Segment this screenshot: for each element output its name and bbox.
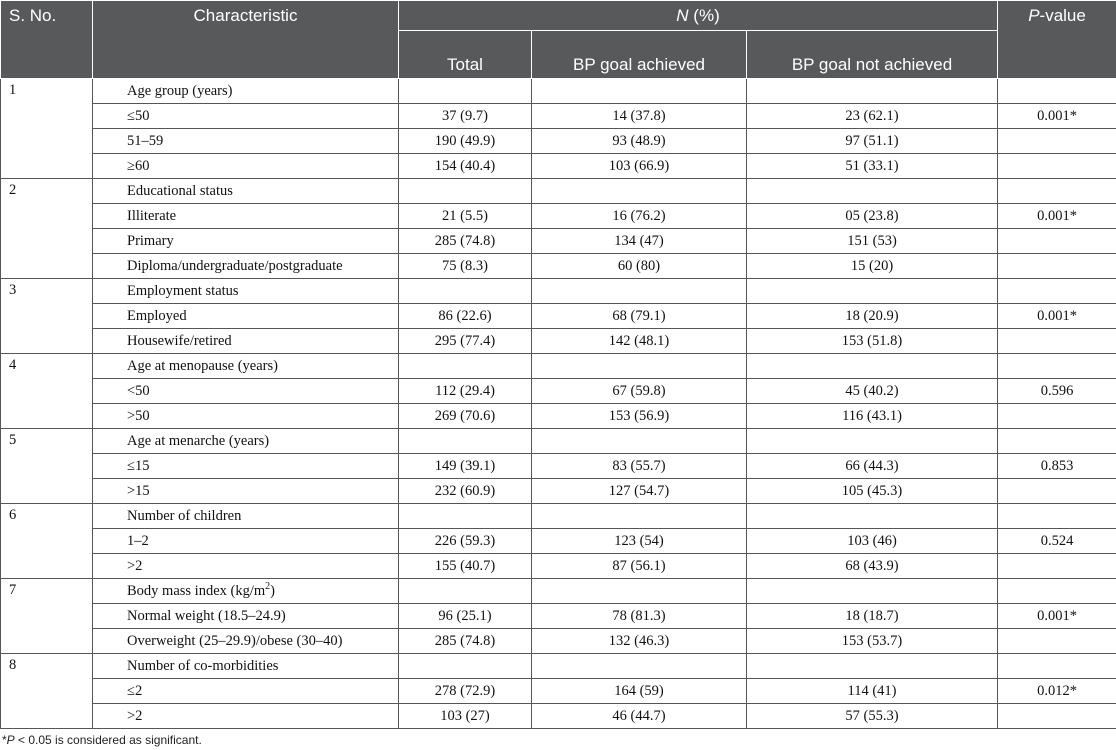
cell-achieved: 93 (48.9) — [532, 129, 747, 154]
cell-not-achieved: 114 (41) — [747, 679, 998, 704]
group-title-row — [1, 354, 1116, 379]
cell-achieved: 87 (56.1) — [532, 554, 747, 579]
cell-total: 278 (72.9) — [399, 679, 532, 704]
cell-total: 154 (40.4) — [399, 154, 532, 179]
cell-pvalue — [998, 554, 1116, 579]
empty-cell — [399, 279, 532, 304]
empty-cell — [399, 429, 532, 454]
cell-total: 75 (8.3) — [399, 254, 532, 279]
empty-cell — [399, 179, 532, 204]
cell-total: 103 (27) — [399, 704, 532, 729]
empty-cell — [532, 354, 747, 379]
cell-pvalue: 0.596 — [998, 379, 1116, 404]
cell-total: 86 (22.6) — [399, 304, 532, 329]
empty-cell — [998, 429, 1116, 454]
cell-not-achieved: 05 (23.8) — [747, 204, 998, 229]
row-label: ≤2 — [93, 679, 399, 704]
empty-cell — [532, 579, 747, 604]
table-row — [1, 679, 1116, 704]
cell-pvalue: 0.853 — [998, 454, 1116, 479]
group-title-row — [1, 579, 1116, 604]
cell-not-achieved: 57 (55.3) — [747, 704, 998, 729]
footnote — [2, 733, 202, 747]
table-row — [1, 304, 1116, 329]
cell-not-achieved: 66 (44.3) — [747, 454, 998, 479]
cell-not-achieved: 153 (53.7) — [747, 629, 998, 654]
row-label: >15 — [93, 479, 399, 504]
cell-pvalue — [998, 254, 1116, 279]
row-label: 1–2 — [93, 529, 399, 554]
empty-cell — [399, 579, 532, 604]
table-row — [1, 254, 1116, 279]
group-title-after: ) — [270, 582, 275, 599]
cell-not-achieved: 151 (53) — [747, 229, 998, 254]
group-number: 3 — [1, 279, 93, 354]
empty-cell — [532, 429, 747, 454]
group-title-row — [1, 504, 1116, 529]
group-number: 7 — [1, 579, 93, 654]
table-row — [1, 529, 1116, 554]
row-label: Primary — [93, 229, 399, 254]
cell-not-achieved: 45 (40.2) — [747, 379, 998, 404]
cell-achieved: 127 (54.7) — [532, 479, 747, 504]
table-row — [1, 229, 1116, 254]
group-title-superscript: 2 — [265, 580, 271, 592]
row-label: 51–59 — [93, 129, 399, 154]
cell-not-achieved: 15 (20) — [747, 254, 998, 279]
header-total: Total — [399, 31, 532, 79]
group-title — [93, 429, 399, 454]
cell-not-achieved: 23 (62.1) — [747, 104, 998, 129]
group-title — [93, 79, 399, 104]
empty-cell — [998, 654, 1116, 679]
cell-achieved: 78 (81.3) — [532, 604, 747, 629]
cell-pvalue: 0.001* — [998, 204, 1116, 229]
group-title-row — [1, 654, 1116, 679]
cell-achieved: 164 (59) — [532, 679, 747, 704]
empty-cell — [747, 354, 998, 379]
footnote-p: P — [6, 733, 15, 747]
cell-total: 21 (5.5) — [399, 204, 532, 229]
empty-cell — [532, 504, 747, 529]
row-label: ≤50 — [93, 104, 399, 129]
empty-cell — [399, 654, 532, 679]
cell-total: 37 (9.7) — [399, 104, 532, 129]
group-title-text: Educational status — [127, 182, 233, 199]
row-label: >50 — [93, 404, 399, 429]
cell-pvalue: 0.001* — [998, 104, 1116, 129]
table-body — [1, 79, 1116, 729]
table-row — [1, 104, 1116, 129]
row-label: Housewife/retired — [93, 329, 399, 354]
cell-total: 96 (25.1) — [399, 604, 532, 629]
cell-not-achieved: 153 (51.8) — [747, 329, 998, 354]
row-label: ≤15 — [93, 454, 399, 479]
cell-pvalue — [998, 129, 1116, 154]
row-label: <50 — [93, 379, 399, 404]
header-n-italic: N — [676, 5, 689, 25]
cell-total: 269 (70.6) — [399, 404, 532, 429]
header-not-achieved: BP goal not achieved — [747, 31, 998, 79]
header-p-rest: -value — [1039, 6, 1086, 25]
group-title-text: Number of children — [127, 507, 242, 524]
empty-cell — [747, 279, 998, 304]
group-number: 6 — [1, 504, 93, 579]
footnote-text: < 0.05 is considered as significant. — [14, 733, 202, 747]
group-title — [93, 654, 399, 679]
cell-not-achieved: 51 (33.1) — [747, 154, 998, 179]
cell-achieved: 67 (59.8) — [532, 379, 747, 404]
row-label: Illiterate — [93, 204, 399, 229]
group-title — [93, 279, 399, 304]
cell-achieved: 123 (54) — [532, 529, 747, 554]
empty-cell — [998, 179, 1116, 204]
empty-cell — [998, 579, 1116, 604]
row-label: Normal weight (18.5–24.9) — [93, 604, 399, 629]
cell-achieved: 142 (48.1) — [532, 329, 747, 354]
footnote-star: * — [2, 733, 7, 747]
cell-achieved: 83 (55.7) — [532, 454, 747, 479]
group-title — [93, 354, 399, 379]
header-characteristic: Characteristic — [93, 1, 399, 79]
cell-pvalue: 0.001* — [998, 604, 1116, 629]
cell-pvalue — [998, 704, 1116, 729]
group-title-text: Number of co-morbidities — [127, 657, 279, 674]
cell-achieved: 60 (80) — [532, 254, 747, 279]
row-label: Diploma/undergraduate/postgraduate — [93, 254, 399, 279]
table-row — [1, 129, 1116, 154]
group-number: 1 — [1, 79, 93, 179]
cell-achieved: 14 (37.8) — [532, 104, 747, 129]
table-row — [1, 404, 1116, 429]
empty-cell — [399, 354, 532, 379]
group-title — [93, 504, 399, 529]
table-row — [1, 329, 1116, 354]
cell-total: 112 (29.4) — [399, 379, 532, 404]
row-label: >2 — [93, 704, 399, 729]
empty-cell — [747, 504, 998, 529]
group-title-text: Age at menarche (years) — [127, 432, 270, 449]
header-achieved: BP goal achieved — [532, 31, 747, 79]
empty-cell — [747, 429, 998, 454]
group-number: 2 — [1, 179, 93, 279]
row-label: ≥60 — [93, 154, 399, 179]
cell-not-achieved: 103 (46) — [747, 529, 998, 554]
cell-achieved: 132 (46.3) — [532, 629, 747, 654]
row-label: >2 — [93, 554, 399, 579]
group-title-row — [1, 179, 1116, 204]
table-row — [1, 379, 1116, 404]
table-row — [1, 154, 1116, 179]
table-row — [1, 554, 1116, 579]
table-row — [1, 454, 1116, 479]
cell-pvalue — [998, 479, 1116, 504]
cell-total: 149 (39.1) — [399, 454, 532, 479]
empty-cell — [399, 79, 532, 104]
cell-pvalue — [998, 404, 1116, 429]
cell-total: 232 (60.9) — [399, 479, 532, 504]
empty-cell — [532, 654, 747, 679]
cell-not-achieved: 18 (18.7) — [747, 604, 998, 629]
empty-cell — [998, 354, 1116, 379]
group-title — [93, 179, 399, 204]
empty-cell — [532, 179, 747, 204]
cell-achieved: 134 (47) — [532, 229, 747, 254]
empty-cell — [747, 579, 998, 604]
group-title-row — [1, 279, 1116, 304]
empty-cell — [747, 654, 998, 679]
empty-cell — [747, 79, 998, 104]
group-title-text: Age at menopause (years) — [127, 357, 278, 374]
group-title-text: Body mass index (kg/m — [127, 582, 266, 599]
group-title-text: Age group (years) — [127, 82, 233, 99]
table-row — [1, 604, 1116, 629]
group-title-text: Employment status — [127, 282, 239, 299]
table-row — [1, 704, 1116, 729]
row-label: Employed — [93, 304, 399, 329]
cell-pvalue: 0.524 — [998, 529, 1116, 554]
cell-achieved: 68 (79.1) — [532, 304, 747, 329]
header-pvalue — [998, 1, 1116, 79]
cell-pvalue — [998, 629, 1116, 654]
cell-achieved: 16 (76.2) — [532, 204, 747, 229]
cell-pvalue — [998, 329, 1116, 354]
cell-total: 226 (59.3) — [399, 529, 532, 554]
cell-achieved: 103 (66.9) — [532, 154, 747, 179]
cell-total: 285 (74.8) — [399, 629, 532, 654]
empty-cell — [399, 504, 532, 529]
cell-total: 190 (49.9) — [399, 129, 532, 154]
empty-cell — [998, 279, 1116, 304]
cell-total: 285 (74.8) — [399, 229, 532, 254]
empty-cell — [532, 79, 747, 104]
empty-cell — [998, 79, 1116, 104]
cell-pvalue: 0.012* — [998, 679, 1116, 704]
empty-cell — [998, 504, 1116, 529]
cell-not-achieved: 116 (43.1) — [747, 404, 998, 429]
group-number: 8 — [1, 654, 93, 729]
header-n-rest: (%) — [688, 5, 720, 25]
group-number: 4 — [1, 354, 93, 429]
header-p-italic: P — [1028, 6, 1040, 25]
cell-not-achieved: 18 (20.9) — [747, 304, 998, 329]
cell-achieved: 153 (56.9) — [532, 404, 747, 429]
empty-cell — [532, 279, 747, 304]
cell-not-achieved: 105 (45.3) — [747, 479, 998, 504]
cell-not-achieved: 68 (43.9) — [747, 554, 998, 579]
cell-pvalue — [998, 229, 1116, 254]
cell-total: 295 (77.4) — [399, 329, 532, 354]
table-row — [1, 479, 1116, 504]
group-number: 5 — [1, 429, 93, 504]
table-header — [1, 1, 1116, 79]
group-title-row — [1, 79, 1116, 104]
cell-total: 155 (40.7) — [399, 554, 532, 579]
cell-achieved: 46 (44.7) — [532, 704, 747, 729]
table-row — [1, 204, 1116, 229]
cell-not-achieved: 97 (51.1) — [747, 129, 998, 154]
empty-cell — [747, 179, 998, 204]
cell-pvalue: 0.001* — [998, 304, 1116, 329]
group-title-row — [1, 429, 1116, 454]
row-label: Overweight (25–29.9)/obese (30–40) — [93, 629, 399, 654]
table-row — [1, 629, 1116, 654]
header-sno: S. No. — [1, 1, 93, 79]
header-n-percent — [399, 1, 998, 31]
group-title — [93, 579, 399, 604]
cell-pvalue — [998, 154, 1116, 179]
